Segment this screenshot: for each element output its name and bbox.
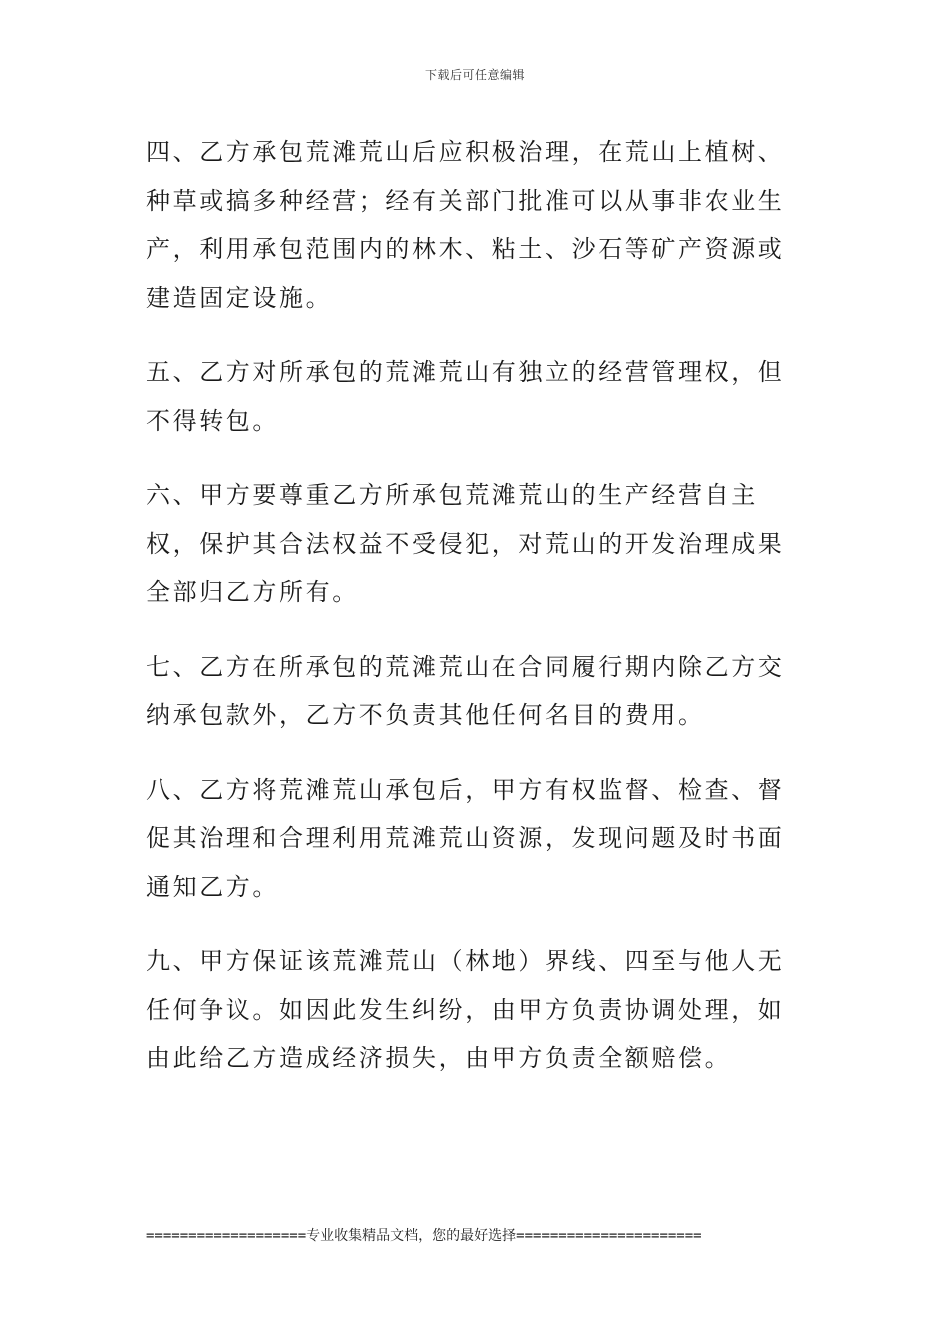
- clause-5: 五、乙方对所承包的荒滩荒山有独立的经营管理权，但不得转包。: [146, 358, 785, 435]
- clause-6: 六、甲方要尊重乙方所承包荒滩荒山的生产经营自主权，保护其合法权益不受侵犯，对荒山的开发治理成果全部归乙方所有。: [146, 481, 785, 606]
- document-body: [146, 128, 796, 1109]
- footer-right-rule: ======================: [516, 1228, 702, 1244]
- page-footer-note: [146, 1226, 816, 1246]
- footer-left-rule: ===================: [146, 1228, 307, 1244]
- clause-9: 九、甲方保证该荒滩荒山（林地）界线、四至与他人无任何争议。如因此发生纠纷，由甲方负责协调处理，如由此给乙方造成经济损失，由甲方负责全额赔偿。: [146, 947, 785, 1072]
- clause-7: 七、乙方在所承包的荒滩荒山在合同履行期内除乙方交纳承包款外，乙方不负责其他任何名目的费用。: [146, 652, 785, 729]
- page-header-note: 下载后可任意编辑: [424, 68, 525, 82]
- footer-slogan: 专业收集精品文档，您的最好选择: [306, 1228, 517, 1244]
- clause-8: 八、乙方将荒滩荒山承包后，甲方有权监督、检查、督促其治理和合理利用荒滩荒山资源，发现问题及时书面通知乙方。: [146, 775, 785, 901]
- clause-4: 四、乙方承包荒滩荒山后应积极治理，在荒山上植树、种草或搞多种经营；经有关部门批准可以从事非农业生产，利用承包范围内的林木、粘土、沙石等矿产资源或建造固定设施。: [146, 138, 785, 312]
